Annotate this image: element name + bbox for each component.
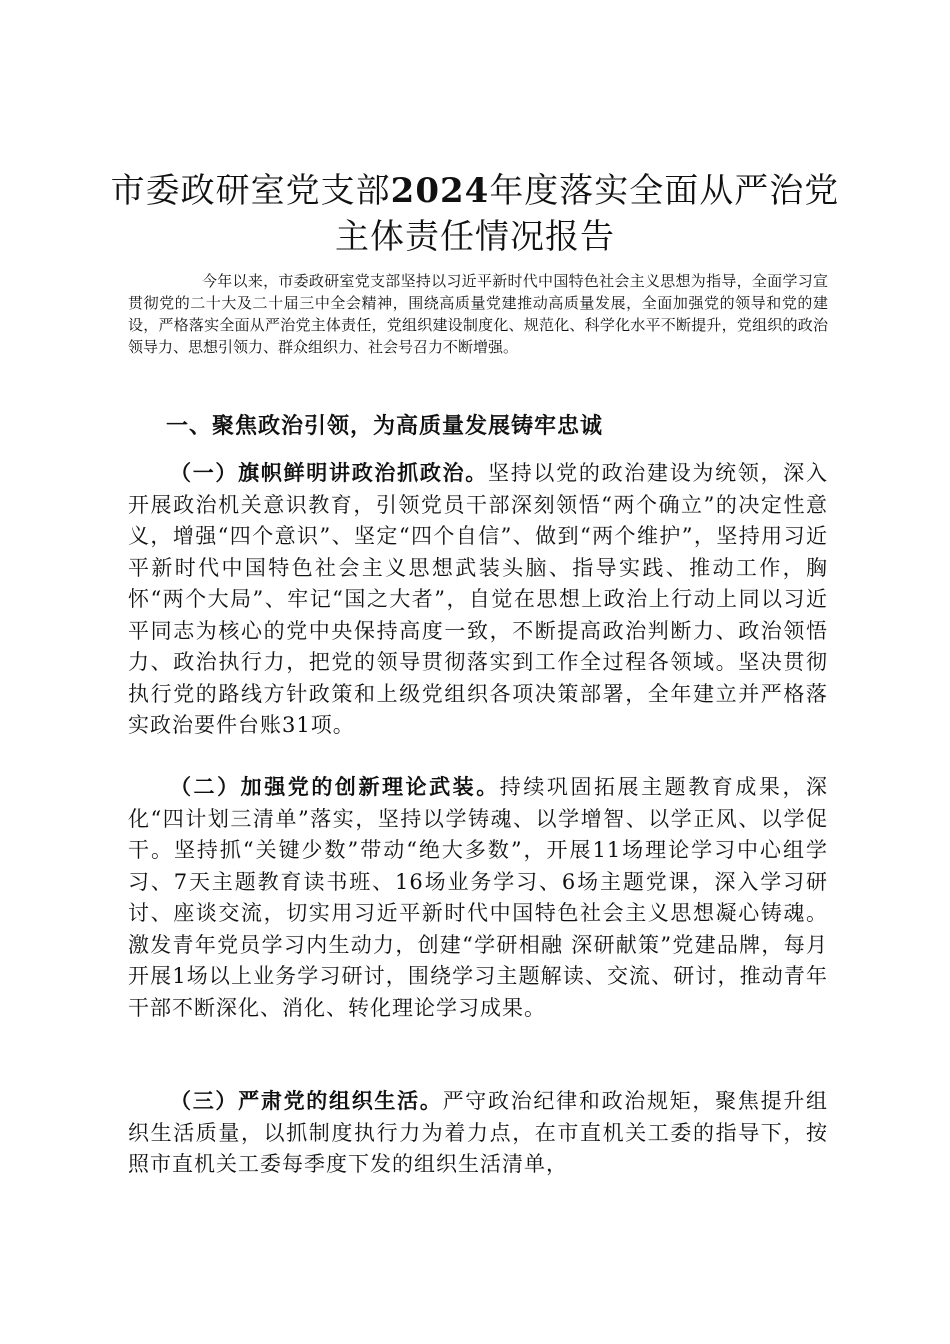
- section-heading-1: 一、聚焦政治引领，为高质量发展铸牢忠诚: [166, 413, 604, 439]
- paragraph-3-lead: （三）严肃党的组织生活。: [170, 1088, 443, 1113]
- title-year: 2024: [390, 171, 490, 211]
- paragraph-2: [128, 771, 828, 1024]
- paragraph-3-body: 严守政治纪律和政治规矩，聚焦提升组织生活质量，以抓制度执行力为着力点，在市直机关工委的指导下，按照市直机关工委每季度下发的组织生活清单，: [128, 1089, 829, 1176]
- paragraph-1-body: 坚持以党的政治建设为统领，深入开展政治机关意识教育，引领党员干部深刻领悟“两个确立”的决定性意义，增强“四个意识”、坚定“四个自信”、做到“两个维护”，坚持用习近平新时代中国特色社会主义思想武装头脑、指导实践、推动工作，胸怀“两个大局”、牢记“国之大者”，自觉在思想上政治上行动上同以习近平同志为核心的党中央保持高度一致，不断提高政治判断力、政治领悟力、政治执行力，把党的领导贯彻落实到工作全过程各领域。坚决贯彻执行党的路线方针政策和上级党组织各项决策部署，全年建立并严格落实政治要件台账31项。: [128, 461, 828, 737]
- paragraph-2-lead: （二）加强党的创新理论武装。: [170, 774, 500, 799]
- title-part-1: 市委政研室党支部: [110, 171, 391, 211]
- paragraph-1: [128, 457, 828, 742]
- paragraph-1-lead: （一）旗帜鲜明讲政治抓政治。: [170, 460, 488, 485]
- title-part-2: 年度落实全面从严治党主体责任情况报告: [335, 171, 840, 257]
- document-title: [100, 168, 850, 260]
- paragraph-2-body: 持续巩固拓展主题教育成果，深化“四计划三清单”落实，坚持以学铸魂、以学增智、以学正风、以学促干。坚持抓“关键少数”带动“绝大多数”，开展11场理论学习中心组学习、7天主题教育读书班、16场业务学习、6场主题党课，深入学习研讨、座谈交流，切实用习近平新时代中国特色社会主义思想凝心铸魂。激发青年党员学习内生动力，创建“学研相融 深研献策”党建品牌，每月开展1场以上业务学习研讨，围绕学习主题解读、交流、研讨，推动青年干部不断深化、消化、转化理论学习成果。: [128, 775, 829, 1020]
- paragraph-3: [128, 1085, 828, 1181]
- intro-paragraph: 今年以来，市委政研室党支部坚持以习近平新时代中国特色社会主义思想为指导，全面学习宣贯彻党的二十大及二十届三中全会精神，围绕高质量党建推动高质量发展，全面加强党的领导和党的建设，严格落实全面从严治党主体责任，党组织建设制度化、规范化、科学化水平不断提升，党组织的政治领导力、思想引领力、群众组织力、社会号召力不断增强。: [128, 272, 828, 356]
